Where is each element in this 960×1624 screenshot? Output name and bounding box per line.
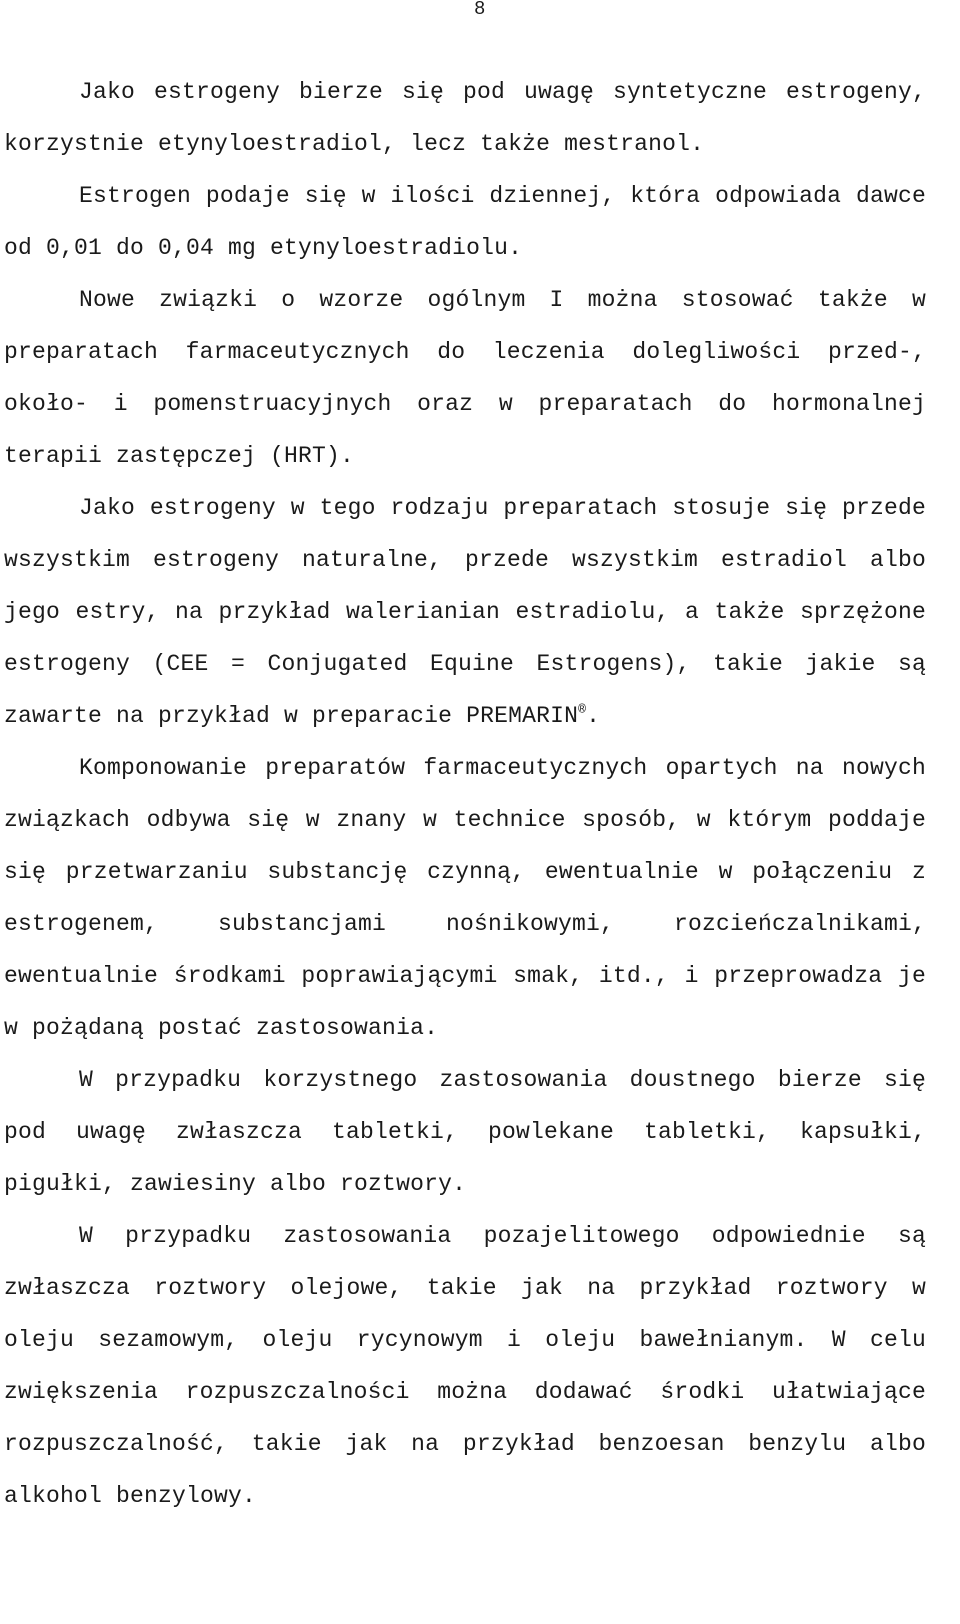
paragraph-oral-application: W przypadku korzystnego zastosowania doustnego bierze się pod uwagę zwłaszcza tabletki, powlekane tabletki, kapsułki, pigułki, zawiesiny albo roztwory. <box>4 1067 926 1197</box>
registered-mark: ® <box>578 702 587 717</box>
paragraph-natural-estrogens-end: . <box>586 703 601 729</box>
paragraph-formulation: Komponowanie preparatów farmaceutycznych opartych na nowych związkach odbywa się w znany w technice sposób, w którym poddaje się przetwarzaniu substancję czynną, ewentualnie w połączeniu z estrogenem, substancjami nośnikowymi, rozcieńczalnikami, ewentualnie środkami poprawiającymi smak, itd., i przeprowadza je w pożądaną postać zastosowania. <box>4 755 926 1041</box>
paragraph-new-compounds: Nowe związki o wzorze ogólnym I można stosować także w preparatach farmaceutycznych do leczenia dolegliwości przed-, około- i pomenstruacyjnych oraz w preparatach do hormonalnej terapii zastępczej (HRT). <box>4 287 926 469</box>
paragraph-natural-estrogens-text: Jako estrogeny w tego rodzaju preparatach stosuje się przede wszystkim estrogeny naturalne, przede wszystkim estradiol albo jego estry, na przykład walerianian estradiolu, a także sprzężone estrogeny (CEE = Conjugated Equine Estrogens), takie jakie są zawarte na przykład w preparacie PREMARIN <box>4 495 926 729</box>
document-body <box>4 66 926 1522</box>
page-number: 8 <box>473 0 486 20</box>
paragraph-natural-estrogens <box>4 482 926 742</box>
paragraph-synthetic-estrogens: Jako estrogeny bierze się pod uwagę syntetyczne estrogeny, korzystnie etynyloestradiol, lecz także mestranol. <box>4 79 926 157</box>
paragraph-estrogen-dose: Estrogen podaje się w ilości dziennej, która odpowiada dawce od 0,01 do 0,04 mg etynyloestradiolu. <box>4 183 926 261</box>
paragraph-parenteral-application: W przypadku zastosowania pozajelitowego odpowiednie są zwłaszcza roztwory olejowe, takie jak na przykład roztwory w oleju sezamowym, oleju rycynowym i oleju bawełnianym. W celu zwiększenia rozpuszczalności można dodawać środki ułatwiające rozpuszczalność, takie jak na przykład benzoesan benzylu albo alkohol benzylowy. <box>4 1223 926 1509</box>
